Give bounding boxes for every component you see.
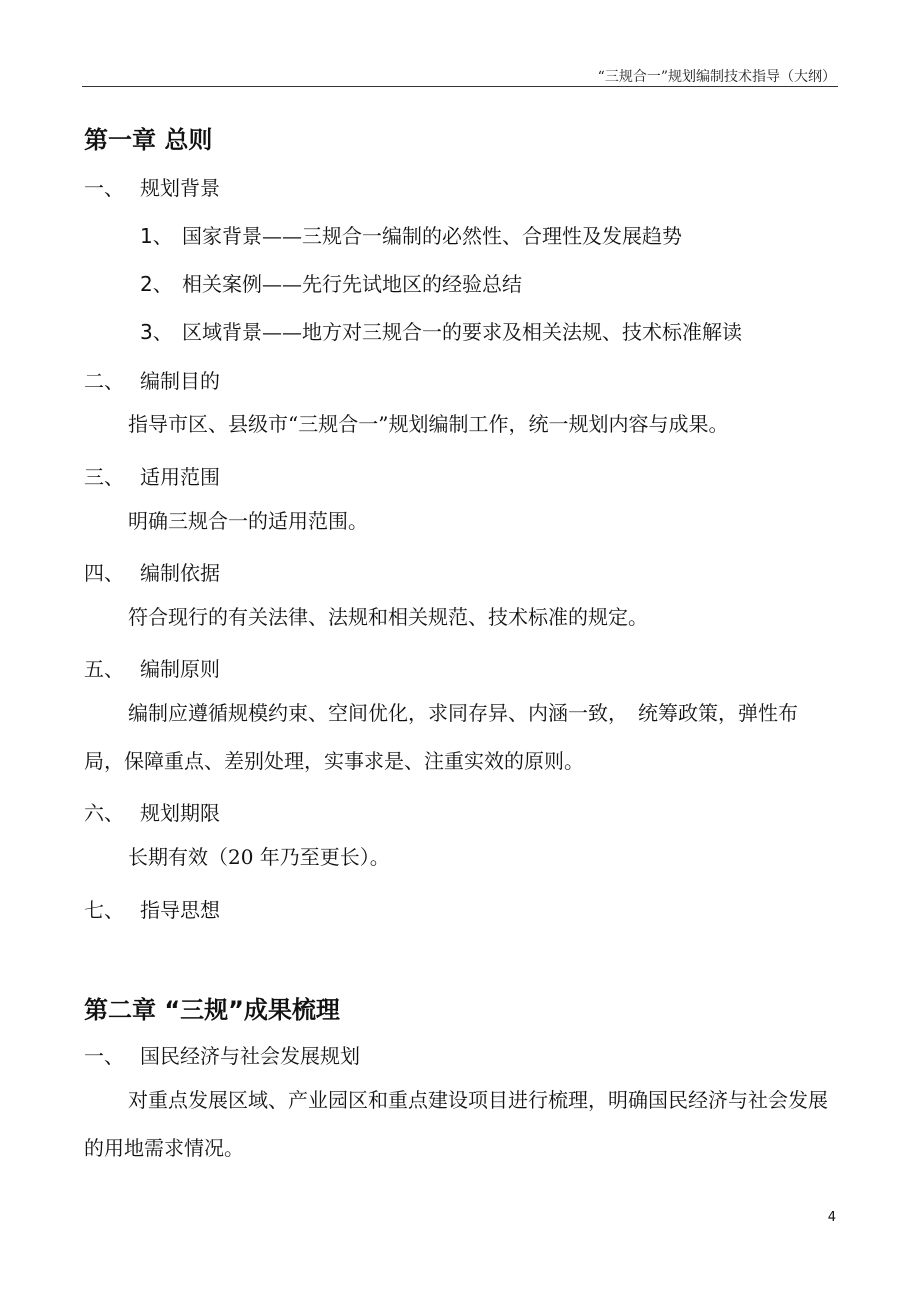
item-text: 相关案例——先行先试地区的经验总结 — [182, 272, 522, 296]
background-item — [140, 268, 522, 297]
purpose-paragraph: 指导市区、县级市“三规合一”规划编制工作，统一规划内容与成果。 — [128, 412, 729, 436]
section-heading — [84, 797, 220, 826]
chapter-2-title: 第二章 “三规”成果梳理 — [84, 996, 340, 1024]
section-heading — [84, 653, 220, 682]
section-heading — [84, 1040, 360, 1069]
page-number: 4 — [827, 1210, 836, 1225]
section-number: 七、 — [84, 898, 124, 922]
section-number: 一、 — [84, 176, 124, 200]
section-heading — [84, 365, 220, 394]
section-heading — [84, 894, 220, 923]
principle-paragraph: 编制应遵循规模约束、空间优化，求同存异、内涵一致， 统筹政策，弹性布局，保障重点、差别处理，实事求是、注重实效的原则。 — [84, 701, 798, 773]
item-text: 国家背景——三规合一编制的必然性、合理性及发展趋势 — [182, 224, 682, 248]
background-item — [140, 316, 742, 345]
item-number: 1、 — [140, 224, 173, 248]
header-divider — [82, 86, 838, 87]
section-number: 四、 — [84, 561, 124, 585]
item-number: 3、 — [140, 320, 173, 344]
economy-paragraph: 对重点发展区域、产业园区和重点建设项目进行梳理，明确国民经济与社会发展的用地需求情况。 — [84, 1088, 828, 1160]
section-heading — [84, 557, 220, 586]
background-item — [140, 220, 682, 249]
section-number: 六、 — [84, 801, 124, 825]
section-number: 一、 — [84, 1044, 124, 1068]
section-number: 三、 — [84, 465, 124, 489]
section-title: 编制原则 — [140, 657, 220, 681]
chapter-1-title: 第一章 总则 — [84, 126, 213, 154]
section-heading — [84, 172, 220, 201]
section-title: 指导思想 — [140, 898, 220, 922]
section-number: 二、 — [84, 369, 124, 393]
section-title: 国民经济与社会发展规划 — [140, 1044, 360, 1068]
section-title: 适用范围 — [140, 465, 220, 489]
basis-paragraph: 符合现行的有关法律、法规和相关规范、技术标准的规定。 — [128, 605, 648, 629]
scope-paragraph: 明确三规合一的适用范围。 — [128, 509, 368, 533]
item-text: 区域背景——地方对三规合一的要求及相关法规、技术标准解读 — [182, 320, 742, 344]
section-title: 规划背景 — [140, 176, 220, 200]
section-title: 编制依据 — [140, 561, 220, 585]
section-heading — [84, 461, 220, 490]
section-title: 规划期限 — [140, 801, 220, 825]
section-number: 五、 — [84, 657, 124, 681]
header-title: “三规合一”规划编制技术指导（大纲） — [597, 69, 836, 85]
item-number: 2、 — [140, 272, 173, 296]
period-paragraph: 长期有效（20 年乃至更长）。 — [128, 845, 390, 869]
section-title: 编制目的 — [140, 369, 220, 393]
